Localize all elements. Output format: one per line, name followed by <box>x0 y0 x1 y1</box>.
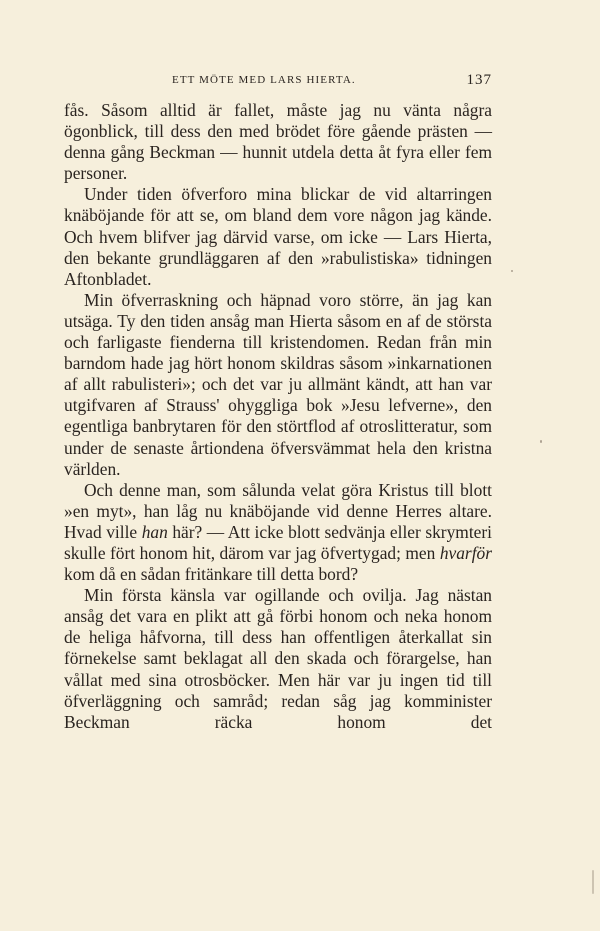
page-number: 137 <box>466 72 492 88</box>
paragraph-5: Min första känsla var ogillande och ovilja. Jag nästan ansåg det vara en plikt att gå förbi honom och neka honom de heliga håfvorna, till dess han offentligen återkallat sin förnekelse samt beklagat all den skada och förargelse, han vållat med sina otrosböcker. Men här var ju ingen tid till öfverläggning och samråd; redan såg jag komminister Beckman räcka honom det <box>64 585 492 732</box>
running-head: ETT MÖTE MED LARS HIERTA. <box>172 74 356 86</box>
italic-hvarfor: hvarför <box>439 542 492 563</box>
paragraph-4-part-1: Och denne man, som sålunda velat göra Kristus till blott »en myt», han låg nu knäböjande vid denne Herres altare. Hvad ville <box>64 479 492 542</box>
paper-speck <box>592 870 594 894</box>
page-header <box>64 72 492 92</box>
italic-han: han <box>141 521 168 542</box>
paragraph-2: Under tiden öfverforo mina blickar de vid altarringen knäböjande för att se, om bland dem vore någon jag kände. Och hvem blifver jag därvid varse, om icke — Lars Hierta, den bekante grundläggaren af den »rabulistiska» tidningen Aftonbladet. <box>64 184 492 289</box>
paragraph-4 <box>64 480 492 585</box>
body-text <box>64 100 492 733</box>
paper-speck <box>511 270 513 272</box>
paragraph-4-part-2: här? — Att icke blott sedvänja eller skrymteri skulle fört honom hit, därom var jag öfvertygad; men <box>64 521 492 563</box>
paragraph-1: fås. Såsom alltid är fallet, måste jag nu vänta några ögonblick, till dess den med brödet före gående prästen — denna gång Beckman — hunnit utdela detta åt fyra eller fem personer. <box>64 100 492 184</box>
paper-speck <box>540 440 542 443</box>
paragraph-3: Min öfverraskning och häpnad voro större, än jag kan utsäga. Ty den tiden ansåg man Hierta såsom en af de största och farligaste fienderna till kristendomen. Redan från min barndom hade jag hört honom skildras såsom »inkarnationen af allt rabulisteri»; och det var ju allmänt kändt, att han var utgifvaren af Strauss' ohyggliga bok »Jesu lefverne», den egentliga banbrytaren för den störtflod af otroslitteratur, som under de senaste årtiondena öfversvämmat hela den kristna världen. <box>64 289 492 479</box>
paragraph-4-part-3: kom då en sådan fritänkare till detta bord? <box>64 564 359 585</box>
